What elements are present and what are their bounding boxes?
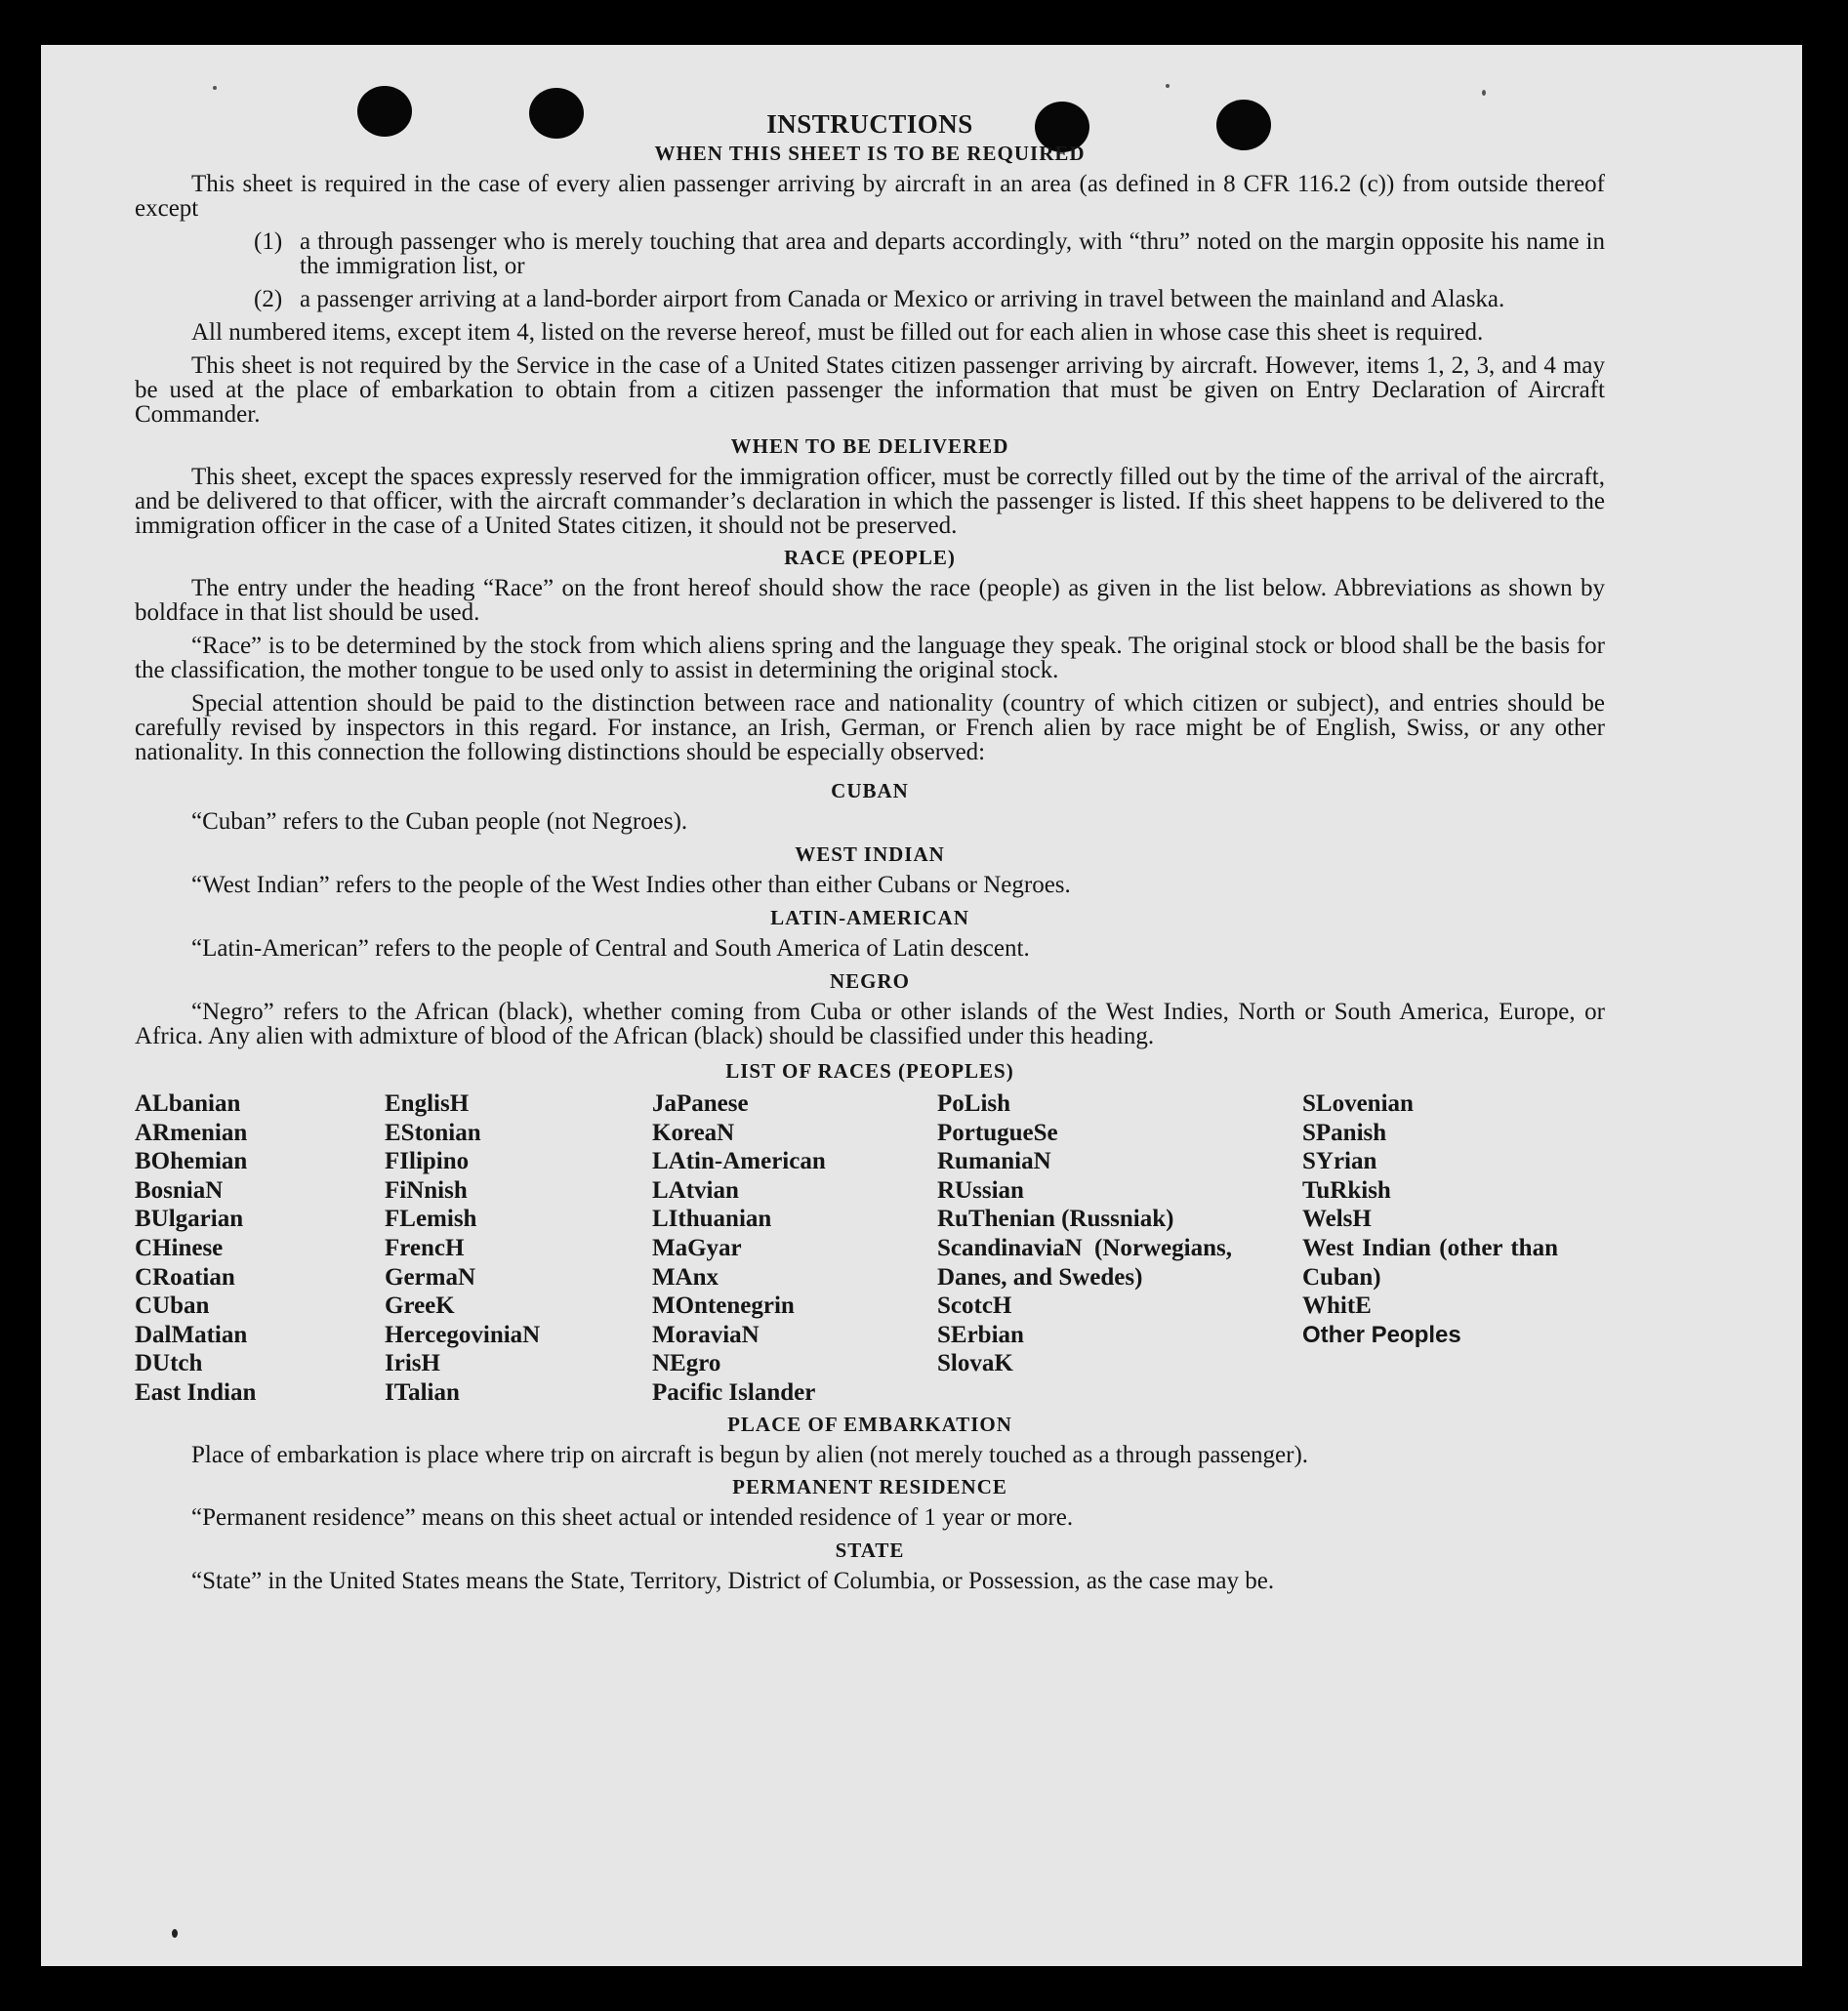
race-item: TuRkish [1302, 1176, 1391, 1204]
race-item: WelsH [1302, 1206, 1372, 1233]
race-item: HercegoviniaN [385, 1321, 541, 1348]
paragraph: “Negro” refers to the African (black), whether coming from Cuba or other islands of the West Indies, North or South America, Europe, or Africa. Any alien with admixture of blood of the African (black) should be classified under this heading. [135, 999, 1605, 1049]
race-item: RumaniaN [937, 1148, 1051, 1175]
heading-cuban: CUBAN [831, 779, 909, 802]
race-item: GreeK [385, 1293, 455, 1320]
race-item: JaPanese [652, 1090, 749, 1117]
race-item: LAtvian [652, 1176, 739, 1204]
races-column [937, 1089, 1232, 1408]
race-item: DalMatian [135, 1321, 248, 1348]
list-item [135, 287, 1605, 311]
races-list [135, 1089, 1605, 1408]
ink-speck [172, 1929, 178, 1938]
race-item: LIthuanian [652, 1206, 772, 1233]
item-number: (1) [254, 228, 283, 255]
item-number: (2) [254, 286, 283, 312]
paragraph: Special attention should be paid to the distinction between race and nationality (country of which citizen or subject), and entries should be carefully revised by inspectors in this regard. For instance, an Irish, German, or French alien by race might be of English, Swiss, or any other nationality. In this connection the following distinctions should be especially observed: [135, 690, 1605, 765]
race-item: MAnx [652, 1263, 719, 1291]
heading-delivered: WHEN TO BE DELIVERED [730, 434, 1009, 458]
race-item: IrisH [385, 1350, 440, 1377]
races-column [135, 1089, 385, 1408]
race-item: Pacific Islander [652, 1378, 816, 1406]
race-item: WhitE [1302, 1293, 1372, 1320]
race-item: West Indian (other than Cuban) [1302, 1234, 1558, 1291]
paragraph: “Race” is to be determined by the stock from which aliens spring and the language they speak. The original stock or blood shall be the basis for the classification, the mother tongue to be used only to assist in determining the original stock. [135, 633, 1605, 683]
heading-latin-american: LATIN-AMERICAN [770, 906, 969, 929]
race-item: FIlipino [385, 1148, 470, 1175]
race-item: EStonian [385, 1119, 481, 1146]
race-item: ScotcH [937, 1293, 1012, 1320]
race-item: SErbian [937, 1321, 1024, 1348]
heading-residence: PERMANENT RESIDENCE [732, 1474, 1007, 1498]
paragraph: This sheet is required in the case of every alien passenger arriving by aircraft in an area (as defined in 8 CFR 116.2 (c)) from outside thereof except [135, 171, 1605, 222]
item-text: a passenger arriving at a land-border airport from Canada or Mexico or arriving in travel between the mainland and Alaska. [300, 286, 1505, 312]
race-item: MoraviaN [652, 1321, 760, 1348]
race-item: FLemish [385, 1206, 477, 1233]
paragraph: “Latin-American” refers to the people of Central and South America of Latin descent. [191, 935, 1030, 962]
paragraph: “Cuban” refers to the Cuban people (not Negroes). [191, 808, 688, 835]
page-title: INSTRUCTIONS [766, 109, 973, 139]
race-item: PortugueSe [937, 1119, 1058, 1146]
paragraph: “West Indian” refers to the people of the West Indies other than either Cubans or Negroes. [191, 872, 1071, 898]
race-item: FrencH [385, 1234, 465, 1261]
race-item: NEgro [652, 1350, 721, 1377]
race-item: GermaN [385, 1263, 476, 1291]
heading-list-of-races: LIST OF RACES (PEOPLES) [725, 1059, 1014, 1083]
document-sheet [41, 45, 1802, 1966]
heading-race: RACE (PEOPLE) [784, 546, 956, 569]
ink-speck [1482, 90, 1486, 96]
paragraph: The entry under the heading “Race” on the front hereof should show the race (people) as given in the list below. Abbreviations as shown by boldface in that list should be used. [135, 575, 1605, 626]
race-item: FiNnish [385, 1176, 468, 1204]
race-item: ITalian [385, 1378, 460, 1406]
heading-embarkation: PLACE OF EMBARKATION [727, 1412, 1012, 1436]
race-item: MOntenegrin [652, 1293, 795, 1320]
race-item: ARmenian [135, 1119, 248, 1146]
heading-required: WHEN THIS SHEET IS TO BE REQUIRED [654, 142, 1086, 165]
list-item [135, 229, 1605, 278]
race-item: PoLish [937, 1090, 1011, 1117]
paragraph: This sheet, except the spaces expressly reserved for the immigration officer, must be correctly filled out by the time of the arrival of the aircraft, and be delivered to that officer, with the aircraft commander’s declaration in which the passenger is listed. If this sheet happens to be delivered to the immigration officer in the case of a United States citizen, it should not be preserved. [135, 464, 1605, 539]
paragraph: Place of embarkation is place where trip on aircraft is begun by alien (not merely touched as a through passenger). [191, 1441, 1309, 1468]
race-item: BOhemian [135, 1148, 248, 1175]
ink-speck [213, 86, 217, 90]
race-item: BUlgarian [135, 1206, 244, 1233]
race-item: DUtch [135, 1350, 203, 1377]
ink-speck [1166, 84, 1170, 88]
race-item: KoreaN [652, 1119, 735, 1146]
race-item: SlovaK [937, 1350, 1013, 1377]
race-item: SYrian [1302, 1148, 1377, 1175]
heading-negro: NEGRO [829, 969, 910, 993]
race-item: LAtin-American [652, 1148, 826, 1175]
paragraph: “State” in the United States means the State, Territory, District of Columbia, or Possession, as the case may be. [191, 1567, 1275, 1594]
race-item: Other Peoples [1302, 1321, 1461, 1348]
instructions-body [135, 109, 1605, 1602]
paragraph: All numbered items, except item 4, listed on the reverse hereof, must be filled out for each alien in whose case this sheet is required. [191, 319, 1484, 346]
race-item: MaGyar [652, 1234, 742, 1261]
paragraph: “Permanent residence” means on this sheet actual or intended residence of 1 year or more. [191, 1503, 1074, 1531]
races-column [1302, 1089, 1558, 1408]
race-item: CHinese [135, 1234, 224, 1261]
race-item: BosniaN [135, 1176, 224, 1204]
heading-west-indian: WEST INDIAN [795, 842, 945, 866]
race-item: RUssian [937, 1176, 1024, 1204]
races-column [652, 1089, 937, 1408]
race-item: ScandinaviaN (Norwegians, Danes, and Swedes) [937, 1234, 1232, 1291]
race-item: East Indian [135, 1378, 257, 1406]
races-column [385, 1089, 652, 1408]
heading-state: STATE [835, 1538, 905, 1562]
race-item: SLovenian [1302, 1090, 1414, 1117]
race-item: SPanish [1302, 1119, 1387, 1146]
race-item: ALbanian [135, 1090, 241, 1117]
item-text: a through passenger who is merely touching that area and departs accordingly, with “thru” noted on the margin opposite his name in the immigration list, or [300, 228, 1605, 279]
race-item: EnglisH [385, 1090, 470, 1117]
race-item: CRoatian [135, 1263, 235, 1291]
race-item: RuThenian (Russniak) [937, 1206, 1174, 1233]
race-item: CUban [135, 1293, 210, 1320]
paragraph: This sheet is not required by the Service in the case of a United States citizen passenger arriving by aircraft. However, items 1, 2, 3, and 4 may be used at the place of embarkation to obtain from a citizen passenger the information that must be given on Entry Declaration of Aircraft Commander. [135, 352, 1605, 428]
